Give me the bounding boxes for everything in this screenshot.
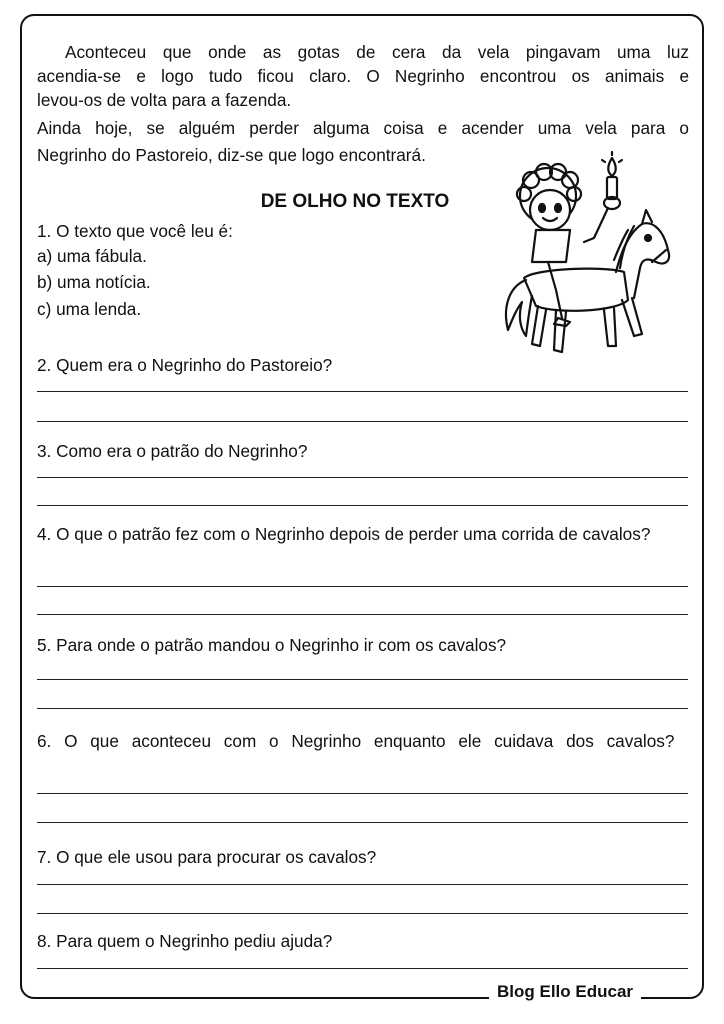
answer-line[interactable] [37,421,688,422]
intro-line-4: Ainda hoje, se alguém perder alguma coisa e acender uma vela para o [37,118,689,138]
answer-line[interactable] [37,822,688,823]
answer-line[interactable] [37,679,688,680]
question-6: 6. O que aconteceu com o Negrinho enquanto ele cuidava dos cavalos? [37,731,675,751]
question-1-option-b: b) uma notícia. [37,272,151,292]
intro-line-5: Negrinho do Pastoreio, diz-se que logo encontrará. [37,145,426,165]
question-1-option-c: c) uma lenda. [37,299,142,319]
question-4: 4. O que o patrão fez com o Negrinho depois de perder uma corrida de cavalos? [37,524,651,544]
answer-line[interactable] [37,477,688,478]
question-7: 7. O que ele usou para procurar os cavalos? [37,847,377,867]
intro-line-3: levou-os de volta para a fazenda. [37,90,292,110]
answer-line[interactable] [37,505,688,506]
question-2: 2. Quem era o Negrinho do Pastoreio? [37,355,333,375]
footer-credit: Blog Ello Educar [489,982,641,1002]
section-title: DE OLHO NO TEXTO [260,191,450,212]
question-3: 3. Como era o patrão do Negrinho? [37,441,308,461]
answer-line[interactable] [37,913,688,914]
question-1-option-a: a) uma fábula. [37,246,147,266]
answer-line[interactable] [37,708,688,709]
answer-line[interactable] [37,586,688,587]
question-1: 1. O texto que você leu é: [37,221,233,241]
boy-on-horse-with-candle-illustration [496,150,676,375]
answer-line[interactable] [37,614,688,615]
answer-line[interactable] [37,793,688,794]
intro-line-1: Aconteceu que onde as gotas de cera da vela pingavam uma luz [65,42,689,62]
intro-line-2: acendia-se e logo tudo ficou claro. O Negrinho encontrou os animais e [37,66,689,86]
answer-line[interactable] [37,884,688,885]
question-5: 5. Para onde o patrão mandou o Negrinho ir com os cavalos? [37,635,507,655]
answer-line[interactable] [37,968,688,969]
question-8: 8. Para quem o Negrinho pediu ajuda? [37,931,333,951]
answer-line[interactable] [37,391,688,392]
